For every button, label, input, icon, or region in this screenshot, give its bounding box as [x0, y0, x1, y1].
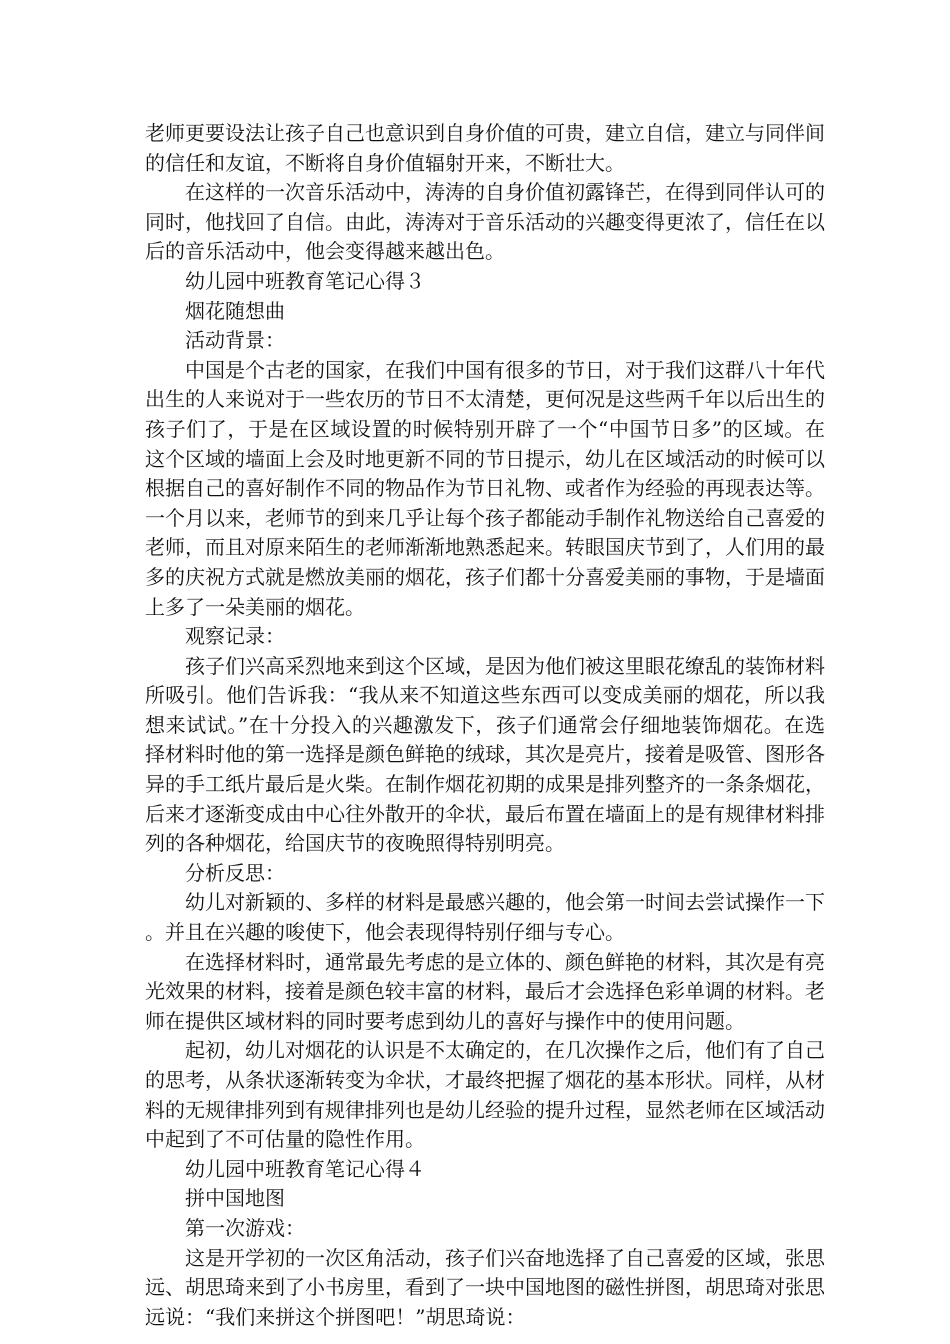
subtitle-fireworks: 烟花随想曲 [185, 298, 285, 323]
label-analysis-reflection: 分析反思： [185, 860, 285, 885]
paragraph-first-game: 这是开学初的一次区角活动，孩子们兴奋地选择了自己喜爱的区域，张思远、胡思琦来到了小书房里，看到了一块中国地图的磁性拼图，胡思琦对张思远说：“我们来拼这个拼图吧！”胡思琦说： [145, 1245, 825, 1329]
section-title-notes-3: 幼儿园中班教育笔记心得３ [185, 268, 425, 293]
paragraph-analysis-2: 在选择材料时，通常最先考虑的是立体的、颜色鲜艳的材料，其次是有亮光效果的材料，接着是颜色较丰富的材料，最后才会选择色彩单调的材料。老师在提供区域材料的同时要考虑到幼儿的喜好与操作中的使用问题。 [145, 949, 825, 1033]
subtitle-china-map: 拼中国地图 [185, 1186, 285, 1211]
label-first-game: 第一次游戏： [185, 1215, 305, 1240]
paragraph-observation: 孩子们兴高采烈地来到这个区域，是因为他们被这里眼花缭乱的装饰材料所吸引。他们告诉我：“我从来不知道这些东西可以变成美丽的烟花，所以我想来试试。”在十分投入的兴趣激发下，孩子们通常会仔细地装饰烟花。在选择材料时他的第一选择是颜色鲜艳的绒球，其次是亮片，接着是吸管、图形各异的手工纸片最后是火柴。在制作烟花初期的成果是排列整齐的一条条烟花，后来才逐渐变成由中心往外散开的伞状，最后布置在墙面上的是有规律材料排列的各种烟花，给国庆节的夜晚照得特别明亮。 [145, 653, 825, 856]
paragraph-self-value: 老师更要设法让孩子自己也意识到自身价值的可贵，建立自信，建立与同伴间的信任和友谊，不断将自身价值辐射开来，不断壮大。 [145, 121, 825, 175]
label-observation-record: 观察记录： [185, 624, 285, 649]
label-activity-background: 活动背景： [185, 328, 285, 353]
document-body [145, 119, 825, 1332]
paragraph-music-activity: 在这样的一次音乐活动中，涛涛的自身价值初露锋芒，在得到同伴认可的同时，他找回了自信。由此，涛涛对于音乐活动的兴趣变得更浓了，信任在以后的音乐活动中，他会变得越来越出色。 [145, 180, 825, 264]
paragraph-background: 中国是个古老的国家，在我们中国有很多的节日，对于我们这群八十年代出生的人来说对于一些农历的节日不太清楚，更何况是这些两千年以后出生的孩子们了，于是在区域设置的时候特别开辟了一个“中国节日多”的区域。在这个区域的墙面上会及时地更新不同的节日提示，幼儿在区域活动的时候可以根据自己的喜好制作不同的物品作为节日礼物、或者作为经验的再现表达等。一个月以来，老师节的到来几乎让每个孩子都能动手制作礼物送给自己喜爱的老师，而且对原来陌生的老师渐渐地熟悉起来。转眼国庆节到了，人们用的最多的庆祝方式就是燃放美丽的烟花，孩子们都十分喜爱美丽的事物，于是墙面上多了一朵美丽的烟花。 [145, 357, 825, 619]
paragraph-analysis-3: 起初，幼儿对烟花的认识是不太确定的，在几次操作之后，他们有了自己的思考，从条状逐渐转变为伞状，才最终把握了烟花的基本形状。同样，从材料的无规律排列到有规律排列也是幼儿经验的提升过程，显然老师在区域活动中起到了不可估量的隐性作用。 [145, 1038, 825, 1152]
paragraph-analysis-1: 幼儿对新颖的、多样的材料是最感兴趣的，他会第一时间去尝试操作一下。并且在兴趣的唆使下，他会表现得特别仔细与专心。 [145, 890, 825, 945]
section-title-notes-4: 幼儿园中班教育笔记心得４ [185, 1156, 425, 1181]
